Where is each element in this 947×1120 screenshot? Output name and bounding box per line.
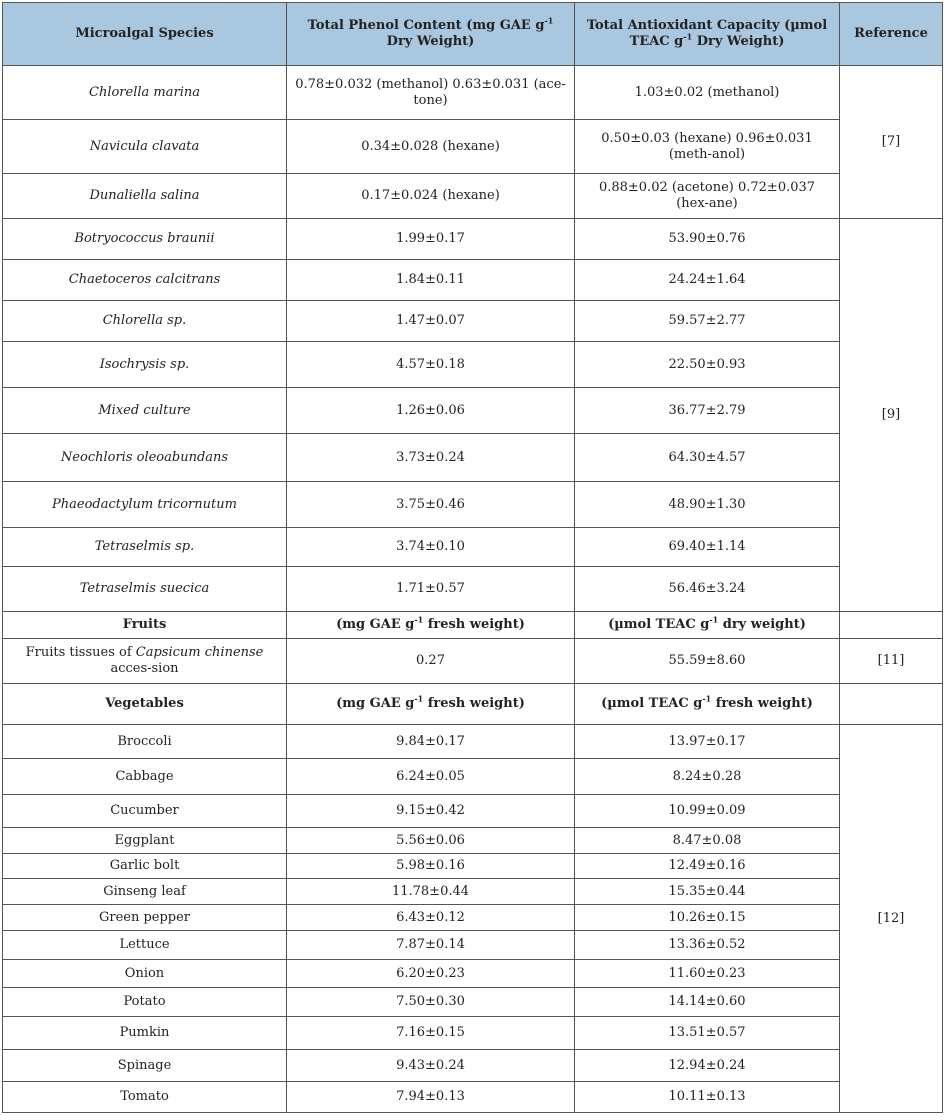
section-label: Fruits bbox=[3, 612, 287, 639]
table-row bbox=[3, 219, 943, 260]
table-row bbox=[3, 567, 943, 612]
antioxidant-value: 13.51±0.57 bbox=[575, 1017, 840, 1050]
vegetable-name: Cucumber bbox=[3, 795, 287, 828]
species-name: Phaeodactylum tricornutum bbox=[3, 482, 287, 528]
antioxidant-value: 64.30±4.57 bbox=[575, 434, 840, 482]
vegetable-name: Spinage bbox=[3, 1050, 287, 1082]
table-row bbox=[3, 1082, 943, 1113]
vegetable-name: Garlic bolt bbox=[3, 854, 287, 879]
species-name: Fruits tissues of Capsicum chinense acces-sion bbox=[3, 639, 287, 684]
vegetable-name: Cabbage bbox=[3, 759, 287, 795]
species-name: Botryococcus braunii bbox=[3, 219, 287, 260]
section-header-fruits bbox=[3, 612, 943, 639]
antioxidant-value: 24.24±1.64 bbox=[575, 260, 840, 301]
table-row bbox=[3, 528, 943, 567]
section-antioxidant-unit: (µmol TEAC $g^{-1}$ fresh weight) bbox=[575, 684, 840, 725]
section-antioxidant-unit: (µmol TEAC $g^{-1}$ dry weight) bbox=[575, 612, 840, 639]
table-row bbox=[3, 388, 943, 434]
phenol-value: 1.71±0.57 bbox=[287, 567, 575, 612]
species-name: Neochloris oleoabundans bbox=[3, 434, 287, 482]
species-name: Dunaliella salina bbox=[3, 174, 287, 219]
table-row bbox=[3, 66, 943, 120]
phenol-value: 3.74±0.10 bbox=[287, 528, 575, 567]
phenol-value: 1.47±0.07 bbox=[287, 301, 575, 342]
table-row bbox=[3, 1050, 943, 1082]
table-row bbox=[3, 905, 943, 931]
antioxidant-value: 56.46±3.24 bbox=[575, 567, 840, 612]
table-row bbox=[3, 260, 943, 301]
phenol-value: 4.57±0.18 bbox=[287, 342, 575, 388]
table-row bbox=[3, 759, 943, 795]
antioxidant-value: 10.26±0.15 bbox=[575, 905, 840, 931]
table-row bbox=[3, 1017, 943, 1050]
table-row bbox=[3, 174, 943, 219]
phenol-value: 0.34±0.028 (hexane) bbox=[287, 120, 575, 174]
header-phenol: Total Phenol Content (mg GAE $g^{-1}$ Dry Weight) bbox=[287, 3, 575, 66]
antioxidant-value: 12.94±0.24 bbox=[575, 1050, 840, 1082]
antioxidant-value: 13.36±0.52 bbox=[575, 931, 840, 960]
phenol-value: 0.78±0.032 (methanol) 0.63±0.031 (ace-tone) bbox=[287, 66, 575, 120]
species-name: Navicula clavata bbox=[3, 120, 287, 174]
reference-cell: [12] bbox=[840, 725, 943, 1113]
phenol-value: 9.84±0.17 bbox=[287, 725, 575, 759]
phenol-value: 5.98±0.16 bbox=[287, 854, 575, 879]
phenol-value: 9.43±0.24 bbox=[287, 1050, 575, 1082]
header-species: Microalgal Species bbox=[3, 3, 287, 66]
vegetable-name: Tomato bbox=[3, 1082, 287, 1113]
antioxidant-value: 48.90±1.30 bbox=[575, 482, 840, 528]
table-row bbox=[3, 854, 943, 879]
antioxidant-value: 53.90±0.76 bbox=[575, 219, 840, 260]
antioxidant-value: 10.99±0.09 bbox=[575, 795, 840, 828]
header-antioxidant: Total Antioxidant Capacity (µmol TEAC $g^{-1}$ Dry Weight) bbox=[575, 3, 840, 66]
data-table bbox=[2, 2, 943, 1113]
table-row bbox=[3, 120, 943, 174]
header-row bbox=[3, 3, 943, 66]
reference-cell: [9] bbox=[840, 219, 943, 612]
table-row bbox=[3, 879, 943, 905]
table-row bbox=[3, 482, 943, 528]
section-label: Vegetables bbox=[3, 684, 287, 725]
vegetable-name: Onion bbox=[3, 960, 287, 988]
section-phenol-unit: (mg GAE $g^{-1}$ fresh weight) bbox=[287, 684, 575, 725]
phenol-value: 5.56±0.06 bbox=[287, 828, 575, 854]
table-row bbox=[3, 434, 943, 482]
empty-cell bbox=[840, 684, 943, 725]
species-name: Tetraselmis sp. bbox=[3, 528, 287, 567]
vegetable-name: Broccoli bbox=[3, 725, 287, 759]
antioxidant-value: 1.03±0.02 (methanol) bbox=[575, 66, 840, 120]
phenol-value: 1.26±0.06 bbox=[287, 388, 575, 434]
antioxidant-value: 10.11±0.13 bbox=[575, 1082, 840, 1113]
vegetable-name: Potato bbox=[3, 988, 287, 1017]
phenol-value: 6.20±0.23 bbox=[287, 960, 575, 988]
table-row bbox=[3, 828, 943, 854]
phenol-value: 0.17±0.024 (hexane) bbox=[287, 174, 575, 219]
table-row bbox=[3, 639, 943, 684]
phenol-value: 6.24±0.05 bbox=[287, 759, 575, 795]
antioxidant-value: 69.40±1.14 bbox=[575, 528, 840, 567]
phenol-value: 3.73±0.24 bbox=[287, 434, 575, 482]
antioxidant-value: 12.49±0.16 bbox=[575, 854, 840, 879]
table-row bbox=[3, 988, 943, 1017]
vegetable-name: Lettuce bbox=[3, 931, 287, 960]
vegetable-name: Eggplant bbox=[3, 828, 287, 854]
table-row bbox=[3, 725, 943, 759]
table-row bbox=[3, 960, 943, 988]
antioxidant-value: 11.60±0.23 bbox=[575, 960, 840, 988]
phenol-value: 3.75±0.46 bbox=[287, 482, 575, 528]
phenol-value: 7.94±0.13 bbox=[287, 1082, 575, 1113]
section-header-vegetables bbox=[3, 684, 943, 725]
phenol-value: 1.84±0.11 bbox=[287, 260, 575, 301]
species-name: Chaetoceros calcitrans bbox=[3, 260, 287, 301]
section-phenol-unit: (mg GAE $g^{-1}$ fresh weight) bbox=[287, 612, 575, 639]
phenol-value: 11.78±0.44 bbox=[287, 879, 575, 905]
vegetable-name: Ginseng leaf bbox=[3, 879, 287, 905]
antioxidant-value: 14.14±0.60 bbox=[575, 988, 840, 1017]
phenol-value: 1.99±0.17 bbox=[287, 219, 575, 260]
antioxidant-value: 59.57±2.77 bbox=[575, 301, 840, 342]
table-row bbox=[3, 342, 943, 388]
vegetable-name: Pumkin bbox=[3, 1017, 287, 1050]
species-name: Chlorella sp. bbox=[3, 301, 287, 342]
species-name: Tetraselmis suecica bbox=[3, 567, 287, 612]
phenol-value: 7.50±0.30 bbox=[287, 988, 575, 1017]
vegetable-name: Green pepper bbox=[3, 905, 287, 931]
phenol-value: 7.16±0.15 bbox=[287, 1017, 575, 1050]
antioxidant-value: 13.97±0.17 bbox=[575, 725, 840, 759]
antioxidant-value: 8.24±0.28 bbox=[575, 759, 840, 795]
antioxidant-value: 22.50±0.93 bbox=[575, 342, 840, 388]
species-name: Mixed culture bbox=[3, 388, 287, 434]
table-row bbox=[3, 795, 943, 828]
antioxidant-value: 8.47±0.08 bbox=[575, 828, 840, 854]
species-name: Isochrysis sp. bbox=[3, 342, 287, 388]
phenol-value: 6.43±0.12 bbox=[287, 905, 575, 931]
antioxidant-value: 0.50±0.03 (hexane) 0.96±0.031 (meth-anol) bbox=[575, 120, 840, 174]
antioxidant-value: 36.77±2.79 bbox=[575, 388, 840, 434]
species-name: Chlorella marina bbox=[3, 66, 287, 120]
empty-cell bbox=[840, 612, 943, 639]
table-row bbox=[3, 301, 943, 342]
phenol-value: 0.27 bbox=[287, 639, 575, 684]
reference-cell: [7] bbox=[840, 66, 943, 219]
phenol-value: 9.15±0.42 bbox=[287, 795, 575, 828]
antioxidant-value: 15.35±0.44 bbox=[575, 879, 840, 905]
table-row bbox=[3, 931, 943, 960]
antioxidant-value: 55.59±8.60 bbox=[575, 639, 840, 684]
reference-cell: [11] bbox=[840, 639, 943, 684]
antioxidant-value: 0.88±0.02 (acetone) 0.72±0.037 (hex-ane) bbox=[575, 174, 840, 219]
header-reference: Reference bbox=[840, 3, 943, 66]
phenol-value: 7.87±0.14 bbox=[287, 931, 575, 960]
